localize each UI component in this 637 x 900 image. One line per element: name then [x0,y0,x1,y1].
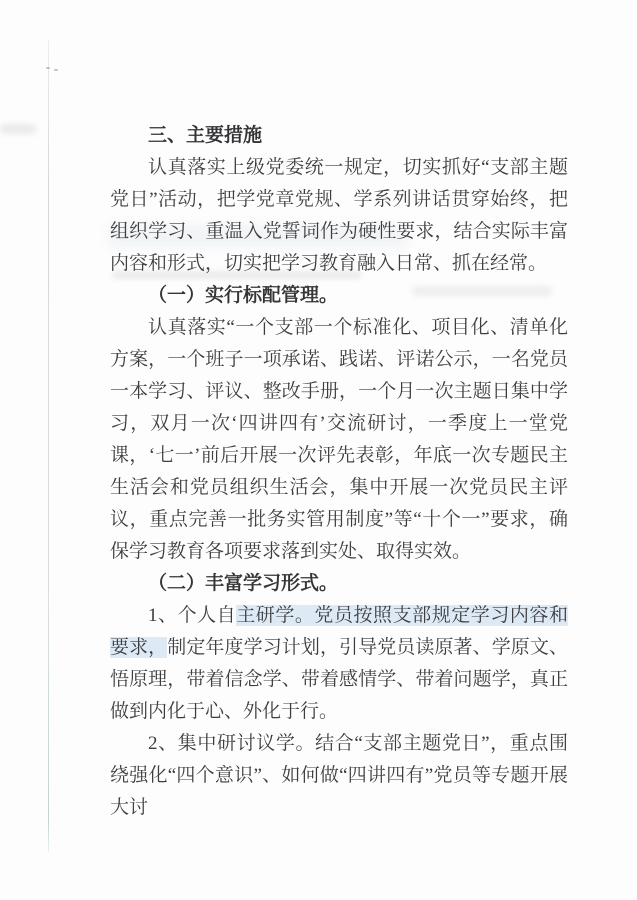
scan-speck [54,69,58,71]
highlighted-text: 主研学。党员按照支部规定学习内容和要求， [110,605,568,658]
section-heading: 三、主要措施 [148,125,263,146]
item1-text-start: 1、个人自 [148,605,237,626]
subheading-1: （一）实行标配管理。 [148,285,339,306]
scan-artifact [0,124,36,134]
scan-fold-line [48,40,49,852]
item1-text-rest: 制定年度学习计划，引导党员读原著、学原文、悟原理，带着信念学、带着感情学、带着问题学，真正做到内化于心、外化于行。 [110,637,568,722]
paragraph-item-2: 2、集中研讨议学。结合“支部主题党日”，重点围绕强化“四个意识”、如何做“四讲四有”党员等专题开展大讨 [110,733,568,818]
subheading-2: （二）丰富学习形式。 [148,573,339,594]
scan-speck [46,67,50,69]
paragraph-intro: 认真落实上级党委统一规定，切实抓好“支部主题党日”活动，把学党章党规、学系列讲话贯穿始终，把组织学习、重温入党誓词作为硬性要求，结合实际丰富内容和形式，切实把学习教育融入日常、抓在经常。 [110,157,568,274]
paragraph-item-1 [110,600,568,728]
paragraph-standard-management: 认真落实“一个支部一个标准化、项目化、清单化方案，一个班子一项承诺、践诺、评诺公示，一名党员一本学习、评议、整改手册，一个月一次主题日集中学习，双月一次‘四讲四有’交流研讨，一季度上一堂党课，‘七一’前后开展一次评先表彰，年底一次专题民主生活会和党员组织生活会，集中开展一次党员民主评议，重点完善一批务实管用制度”等“十个一”要求，确保学习教育各项要求落到实处、取得实效。 [110,317,568,562]
document-content [110,120,568,824]
